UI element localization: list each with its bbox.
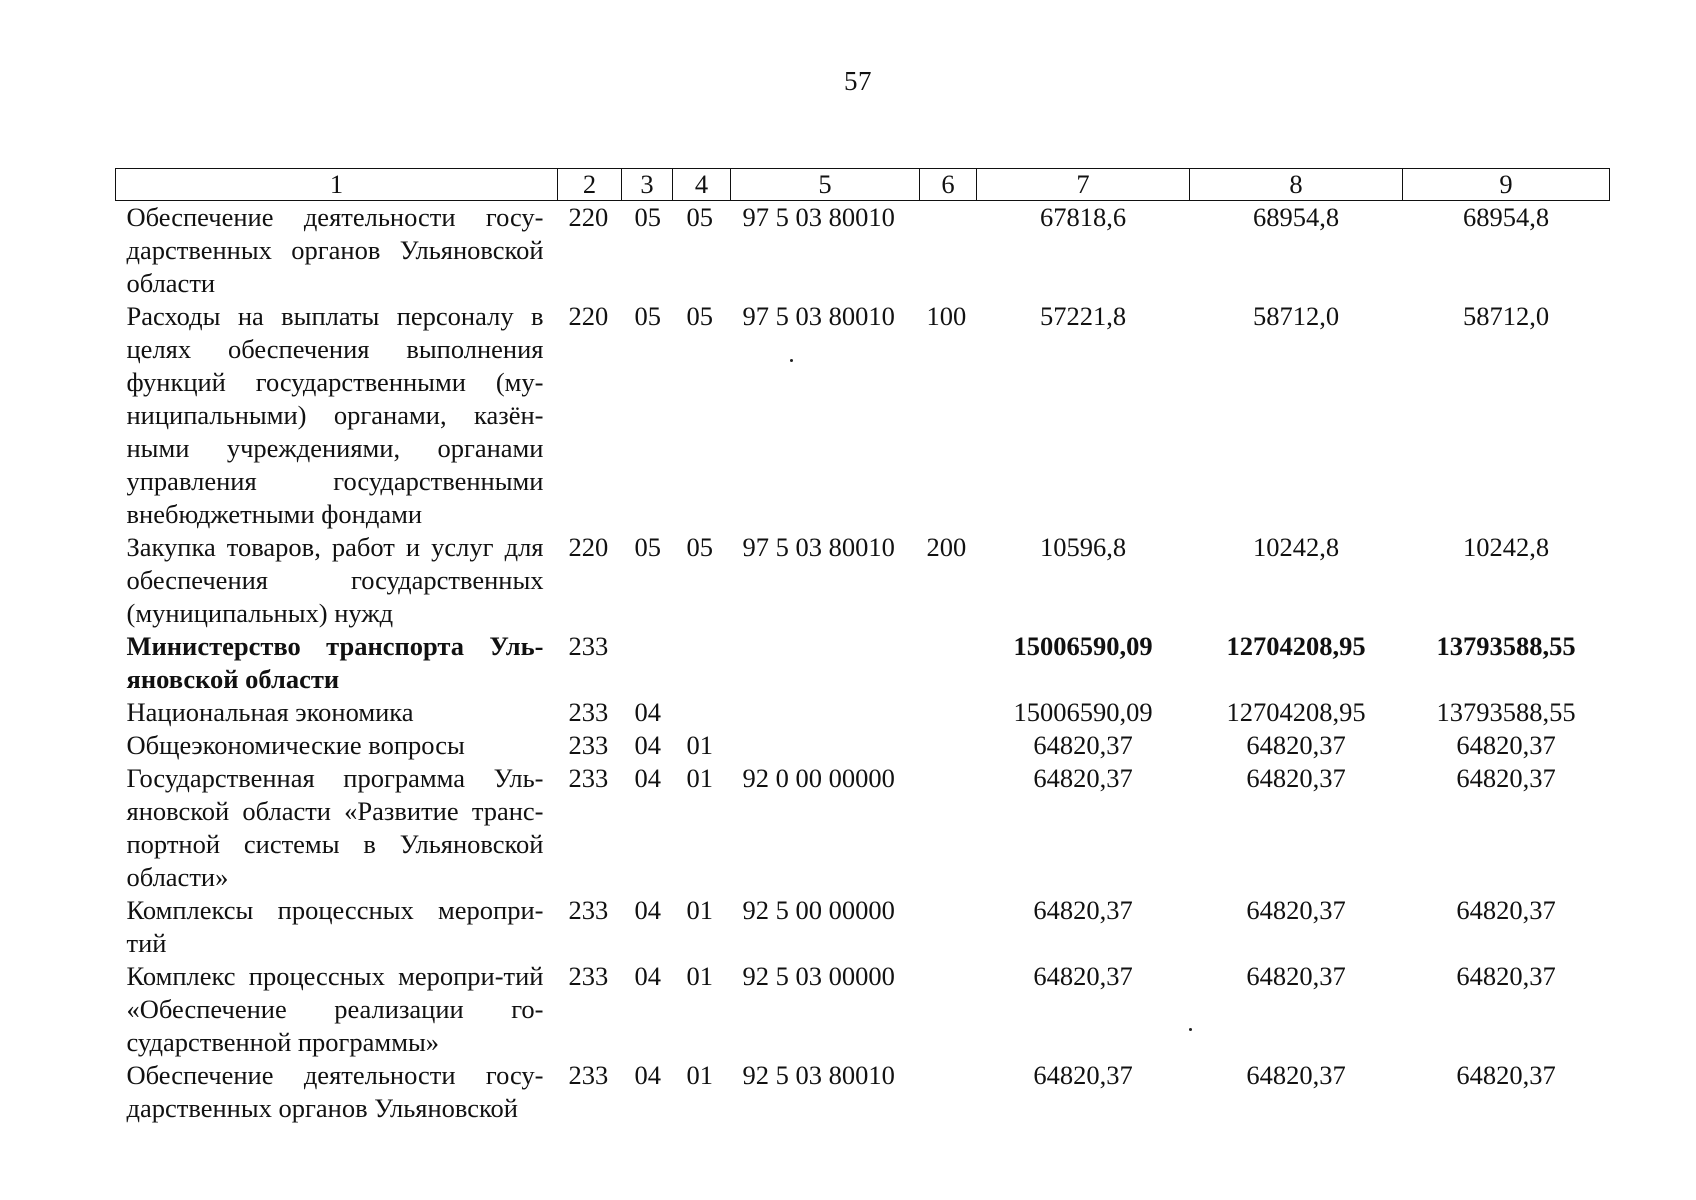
row-value-cell: 220 bbox=[568, 202, 609, 232]
scan-speck bbox=[1189, 1028, 1192, 1031]
row-value-cell: 01 bbox=[686, 730, 713, 760]
row-value-cell: 64820,37 bbox=[1456, 1060, 1556, 1090]
row-value-cell: 97 5 03 80010 bbox=[742, 301, 895, 331]
row-value-cell: 64820,37 bbox=[1033, 1060, 1133, 1090]
row-value-cell bbox=[920, 960, 977, 1059]
header-row bbox=[116, 169, 1610, 201]
row-value-cell: 233 bbox=[568, 631, 609, 661]
page-number: 57 bbox=[844, 66, 872, 96]
row-value-cell: 10242,8 bbox=[1252, 532, 1340, 562]
row-value-cell bbox=[920, 762, 977, 894]
row-value-cell: 233 bbox=[568, 961, 609, 991]
row-value-cell: 15006590,09 bbox=[1013, 631, 1153, 661]
row-value-cell: 64820,37 bbox=[1456, 730, 1556, 760]
row-value-cell: 01 bbox=[686, 763, 713, 793]
column-header: 8 bbox=[1190, 169, 1403, 201]
row-value-cell: 92 0 00 00000 bbox=[742, 763, 895, 793]
scan-speck bbox=[790, 359, 793, 362]
row-value-cell: 04 bbox=[634, 961, 661, 991]
row-value-cell bbox=[920, 729, 977, 762]
row-value-cell bbox=[731, 630, 920, 696]
row-value-cell bbox=[673, 696, 731, 729]
row-label-cell: Комплексы процессных меропри-тий bbox=[126, 895, 544, 958]
column-header: 5 bbox=[731, 169, 920, 201]
row-value-cell: 13793588,55 bbox=[1436, 631, 1576, 661]
row-value-cell: 12704208,95 bbox=[1226, 631, 1366, 661]
row-value-cell: 64820,37 bbox=[1033, 730, 1133, 760]
row-value-cell: 01 bbox=[686, 1060, 713, 1090]
row-label-cell: Расходы на выплаты персоналу в целях обеспечения выполнения функций государственными (му-ниципальными) органами, казён-ными учреждениями, органами управления государственными внебюджетными фондами bbox=[126, 301, 544, 529]
table-row bbox=[116, 894, 1610, 960]
row-value-cell: 64820,37 bbox=[1246, 961, 1346, 991]
column-header: 3 bbox=[622, 169, 673, 201]
row-value-cell: 05 bbox=[634, 202, 661, 232]
row-label-cell: Закупка товаров, работ и услуг для обеспечения государственных (муниципальных) нужд bbox=[126, 532, 544, 628]
row-value-cell: 58712,0 bbox=[1252, 301, 1340, 331]
row-value-cell: 68954,8 bbox=[1252, 202, 1340, 232]
table-row bbox=[116, 201, 1610, 301]
row-value-cell: 67818,6 bbox=[1039, 202, 1127, 232]
row-value-cell: 05 bbox=[634, 301, 661, 331]
row-value-cell bbox=[622, 630, 673, 696]
row-value-cell: 64820,37 bbox=[1246, 1060, 1346, 1090]
row-value-cell: 15006590,09 bbox=[1013, 697, 1153, 727]
row-value-cell: 01 bbox=[686, 961, 713, 991]
row-value-cell: 64820,37 bbox=[1033, 961, 1133, 991]
row-label-cell: Обеспечение деятельности госу-дарственных органов Ульяновской области bbox=[126, 202, 544, 298]
table-row bbox=[116, 630, 1610, 696]
column-header: 4 bbox=[673, 169, 731, 201]
table-row bbox=[116, 729, 1610, 762]
row-value-cell bbox=[920, 1059, 977, 1125]
row-value-cell: 13793588,55 bbox=[1436, 697, 1576, 727]
row-value-cell: 04 bbox=[634, 763, 661, 793]
table-row bbox=[116, 531, 1610, 630]
row-value-cell: 97 5 03 80010 bbox=[742, 532, 895, 562]
table-row bbox=[116, 1059, 1610, 1125]
row-label-cell: Комплекс процессных меропри-тий «Обеспечение реализации го-сударственной программы» bbox=[126, 961, 544, 1057]
row-value-cell: 57221,8 bbox=[1039, 301, 1127, 331]
row-value-cell bbox=[731, 696, 920, 729]
row-value-cell bbox=[731, 729, 920, 762]
row-value-cell: 05 bbox=[686, 532, 713, 562]
row-value-cell: 01 bbox=[686, 895, 713, 925]
row-value-cell: 220 bbox=[568, 301, 609, 331]
row-value-cell: 64820,37 bbox=[1246, 763, 1346, 793]
row-value-cell: 05 bbox=[686, 202, 713, 232]
row-value-cell: 233 bbox=[568, 895, 609, 925]
row-label-cell: Общеэкономические вопросы bbox=[126, 730, 465, 760]
row-value-cell: 68954,8 bbox=[1462, 202, 1550, 232]
row-value-cell: 04 bbox=[634, 730, 661, 760]
column-header: 7 bbox=[977, 169, 1190, 201]
row-value-cell: 04 bbox=[634, 1060, 661, 1090]
row-value-cell: 64820,37 bbox=[1456, 961, 1556, 991]
row-value-cell: 233 bbox=[568, 763, 609, 793]
row-value-cell: 64820,37 bbox=[1033, 763, 1133, 793]
row-value-cell: 233 bbox=[568, 1060, 609, 1090]
row-value-cell: 58712,0 bbox=[1462, 301, 1550, 331]
row-value-cell: 64820,37 bbox=[1246, 730, 1346, 760]
row-label-cell: Государственная программа Уль-яновской области «Развитие транс-портной системы в Ульяновской области» bbox=[126, 763, 544, 892]
row-value-cell: 05 bbox=[634, 532, 661, 562]
column-header: 2 bbox=[558, 169, 622, 201]
row-value-cell: 64820,37 bbox=[1456, 895, 1556, 925]
table-row bbox=[116, 762, 1610, 894]
row-value-cell: 233 bbox=[568, 697, 609, 727]
budget-table bbox=[115, 168, 1610, 1125]
row-label-cell: Министерство транспорта Уль-яновской области bbox=[126, 631, 544, 694]
row-value-cell: 92 5 03 00000 bbox=[742, 961, 895, 991]
row-value-cell bbox=[920, 630, 977, 696]
column-header: 6 bbox=[920, 169, 977, 201]
row-value-cell: 100 bbox=[926, 301, 967, 331]
table-row bbox=[116, 960, 1610, 1059]
row-value-cell: 64820,37 bbox=[1456, 763, 1556, 793]
table-row bbox=[116, 300, 1610, 531]
table-row bbox=[116, 696, 1610, 729]
row-value-cell: 64820,37 bbox=[1246, 895, 1346, 925]
row-value-cell: 92 5 00 00000 bbox=[742, 895, 895, 925]
row-value-cell: 04 bbox=[634, 895, 661, 925]
row-value-cell bbox=[920, 894, 977, 960]
row-value-cell: 64820,37 bbox=[1033, 895, 1133, 925]
row-label-cell: Обеспечение деятельности госу-дарственных органов Ульяновской bbox=[126, 1060, 544, 1123]
row-value-cell: 10242,8 bbox=[1462, 532, 1550, 562]
table-body bbox=[116, 201, 1610, 1126]
row-value-cell: 220 bbox=[568, 532, 609, 562]
row-value-cell: 05 bbox=[686, 301, 713, 331]
column-header: 1 bbox=[116, 169, 558, 201]
row-value-cell bbox=[920, 696, 977, 729]
row-value-cell: 233 bbox=[568, 730, 609, 760]
column-header: 9 bbox=[1403, 169, 1610, 201]
row-value-cell: 92 5 03 80010 bbox=[742, 1060, 895, 1090]
row-label-cell: Национальная экономика bbox=[126, 697, 414, 727]
row-value-cell: 10596,8 bbox=[1039, 532, 1127, 562]
row-value-cell: 200 bbox=[926, 532, 967, 562]
row-value-cell: 04 bbox=[634, 697, 661, 727]
row-value-cell bbox=[673, 630, 731, 696]
row-value-cell: 97 5 03 80010 bbox=[742, 202, 895, 232]
row-value-cell: 12704208,95 bbox=[1226, 697, 1366, 727]
row-value-cell bbox=[920, 201, 977, 301]
